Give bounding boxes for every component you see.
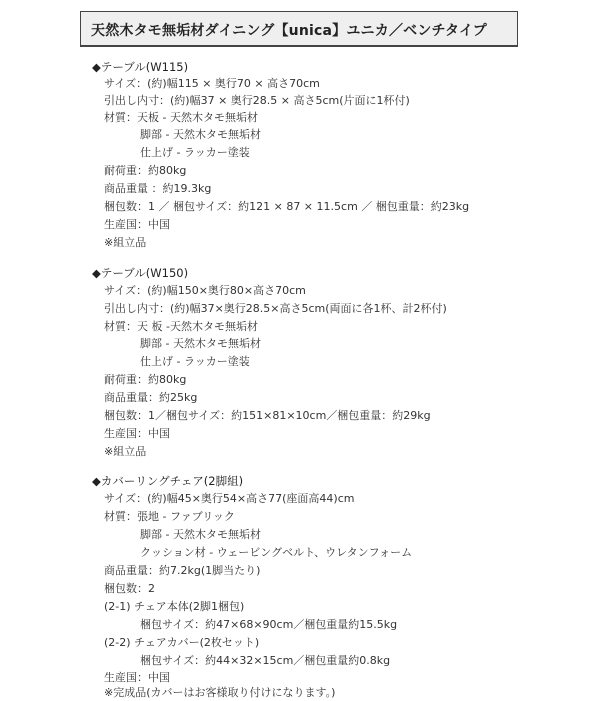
spec-line: 梱包数：2 <box>104 582 155 595</box>
spec-line: 脚部 - 天然木タモ無垢材 <box>140 528 261 541</box>
spec-line: 脚部 - 天然木タモ無垢材 <box>140 128 261 141</box>
spec-line: 生産国：中国 <box>104 218 170 231</box>
spec-line: ※組立品 <box>104 445 147 458</box>
spec-line: 耐荷重：約80kg <box>104 373 187 386</box>
spec-line: 仕上げ - ラッカー塗装 <box>140 355 250 368</box>
spec-line: 仕上げ - ラッカー塗装 <box>140 146 250 159</box>
spec-line: 商品重量：約25kg <box>104 391 198 404</box>
spec-line: 梱包サイズ：約47×68×90cm／梱包重量約15.5kg <box>140 618 398 631</box>
spec-line: 生産国：中国 <box>104 427 170 440</box>
spec-title: 天然木タモ無垢材ダイニング【unica】ユニカ／ベンチタイプ <box>91 23 487 39</box>
spec-line: (2-1) チェア本体(2脚1梱包) <box>104 600 245 613</box>
spec-line: 梱包サイズ：約44×32×15cm／梱包重量約0.8kg <box>140 654 391 667</box>
spec-line: クッション材 - ウェービングベルト、ウレタンフォーム <box>140 546 413 559</box>
spec-line: サイズ：(約)幅150×奥行80×高さ70cm <box>104 284 306 297</box>
spec-line: 脚部 - 天然木タモ無垢材 <box>140 337 261 350</box>
section-heading-covering-chair: ◆カバーリングチェア(2脚組) <box>92 474 244 488</box>
spec-line: ※組立品 <box>104 236 147 249</box>
section-heading-table-w115: ◆テーブル(W115) <box>92 60 189 74</box>
spec-line: 商品重量 ：約19.3kg <box>104 182 212 195</box>
spec-line: 梱包数：1／梱包サイズ：約151×81×10cm／梱包重量：約29kg <box>104 409 431 422</box>
spec-line: 材質：張地 - ファブリック <box>104 510 235 523</box>
spec-line: サイズ：(約)幅45×奥行54×高さ77(座面高44)cm <box>104 492 355 505</box>
spec-line: ※完成品(カバーはお客様取り付けになります。) <box>104 686 336 699</box>
spec-line: 材質：天板 - 天然木タモ無垢材 <box>104 111 258 124</box>
spec-line: 耐荷重：約80kg <box>104 164 187 177</box>
spec-line: 引出し内寸：(約)幅37 × 奥行28.5 × 高さ5cm(片面に1杯付) <box>104 94 410 107</box>
spec-line: 梱包数：1 ／ 梱包サイズ：約121 × 87 × 11.5cm ／ 梱包重量：約23kg <box>104 200 470 213</box>
spec-line: サイズ：(約)幅115 × 奥行70 × 高さ70cm <box>104 77 320 90</box>
spec-line: 商品重量：約7.2kg(1脚当たり) <box>104 564 261 577</box>
section-heading-table-w150: ◆テーブル(W150) <box>92 266 189 280</box>
spec-title-bar <box>80 11 518 47</box>
spec-line: (2-2) チェアカバー(2枚セット) <box>104 636 260 649</box>
spec-line: 材質：天 板 -天然木タモ無垢材 <box>104 320 258 333</box>
spec-line: 引出し内寸：(約)幅37×奥行28.5×高さ5cm(両面に各1杯、計2杯付) <box>104 302 447 315</box>
spec-line: 生産国：中国 <box>104 671 170 684</box>
